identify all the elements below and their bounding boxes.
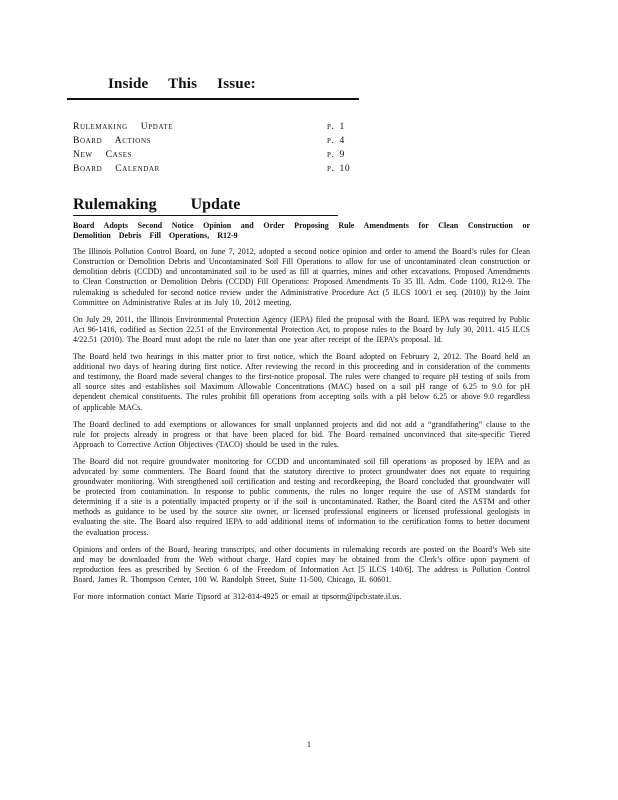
article-paragraph: The Board declined to add exemptions or allowances for small unplanned projects and did not add a “grandfathering” clause to the rule for projects already in progress or that have been placed for bid. The Board remained unconvinced that site-specific Tiered Approach to Corrective Action Objectives (TACO) should be used in the rules.: [73, 419, 530, 449]
contact-paragraph: For more information contact Marie Tipsord at 312-814-4925 or email at tipsorm@ipcb.state.il.us.: [73, 592, 402, 601]
toc-item-label: Board Calendar: [73, 163, 160, 174]
article-paragraph: The Board held two hearings in this matter prior to first notice, which the Board adopted on February 2, 2012. The Board held an additional two days of hearing during first notice. After reviewing the record in this proceeding and in consideration of the comments and testimony, the Board made several changes to the first-notice proposal. The rules were changed to require pH testing of soils from all source sites and establishes soil Maximum Allowable Concentrations (MAC) based on a soil pH range of 6.25 to 9.0 for pH dependent chemical constituents. The rules prohibit fill operations from accepting soils with a pH below 6.25 or above 9.0 regardless of applicable MACs.: [73, 352, 530, 412]
article-body: [73, 221, 530, 609]
section-divider: [73, 215, 338, 216]
inside-this-issue-title: Inside This Issue:: [108, 76, 256, 92]
toc-item-label: Rulemaking Update: [73, 121, 174, 132]
article-paragraph: Opinions and orders of the Board, hearing transcripts, and other documents in rulemaking records are posted on the Board’s Web site and may be downloaded from the Web without charge. Hard copies may be obtained from the Clerk’s office upon payment of reproduction fees as prescribed by Section 6 of the Freedom of Information Act [5 ILCS 140/6]. The address is Pollution Control Board, James R. Thompson Center, 100 W. Randolph Street, Suite 11-500, Chicago, IL 60601.: [73, 544, 530, 584]
toc-item-page: p. 1: [327, 121, 345, 132]
toc-item-label: New Cases: [73, 149, 133, 160]
toc-item[interactable]: [73, 135, 353, 149]
page-number: 1: [307, 740, 311, 749]
toc-item-label: Board Actions: [73, 135, 152, 146]
toc-item[interactable]: [73, 163, 353, 177]
title-divider: [67, 98, 359, 100]
article-paragraph: On July 29, 2011, the Illinois Environmental Protection Agency (IEPA) filed the proposal with the Board. IEPA was required by Public Act 96-1416, codified as Section 22.51 of the Environmental Protection Act, to propose rules to the Board by July 30, 2011. 415 ILCS 4/22.51 (2010). The Board must adopt the rule no later than one year after receipt of the IEPA’s proposal. Id.: [73, 314, 530, 344]
table-of-contents: [73, 121, 353, 177]
toc-item-page: p. 10: [327, 163, 351, 174]
article-paragraph: The Illinois Pollution Control Board, on June 7, 2012, adopted a second notice opinion and order to amend the Board’s rules for Clean Construction or Demolition Debris and Uncontaminated Soil Fill Operations to allow for use of uncontaminated clean construction or demolition debris (CCDD) and uncontaminated soil to be used as fill at quarries, mines and other excavations. Proposed Amendments to Clean Construction or Demolition Debris (CCDD) Fill Operations: Proposed Amendments To 35 Ill. Adm. Code 1100, R12-9. The rulemaking is scheduled for second notice review under the Administrative Procedure Act (5 ILCS 100/1 et seq. (2010)) by the Joint Committee on Administrative Rules at its July 10, 2012 meeting.: [73, 247, 530, 307]
section-heading: Rulemaking Update: [73, 196, 241, 213]
article-paragraph: The Board did not require groundwater monitoring for CCDD and uncontaminated soil fill operations as proposed by IEPA and as advocated by some commenters. The Board found that the statutory directive to protect groundwater does not equate to requiring groundwater monitoring. With strengthened soil certification and testing and recordkeeping, the Board concluded that groundwater will be protected from contamination. In response to public comments, the rules no longer require the use of ASTM standards for determining if a site is a potentially impacted property or if the soil is uncontaminated. Rather, the Board cited the ASTM and other methods as guidance to be used by the source site owner, or licensed professional engineers or licensed professional geologists in evaluating the site. The Board also required IEPA to add additional items of information to the certification forms to better document the evaluation process.: [73, 456, 530, 537]
toc-item-page: p. 9: [327, 149, 345, 160]
toc-item-page: p. 4: [327, 135, 345, 146]
toc-item[interactable]: [73, 149, 353, 163]
toc-item[interactable]: [73, 121, 353, 135]
article-subheading: Board Adopts Second Notice Opinion and Order Proposing Rule Amendments for Clean Construction or Demolition Debris Fill Operations, R12-9: [73, 221, 530, 241]
